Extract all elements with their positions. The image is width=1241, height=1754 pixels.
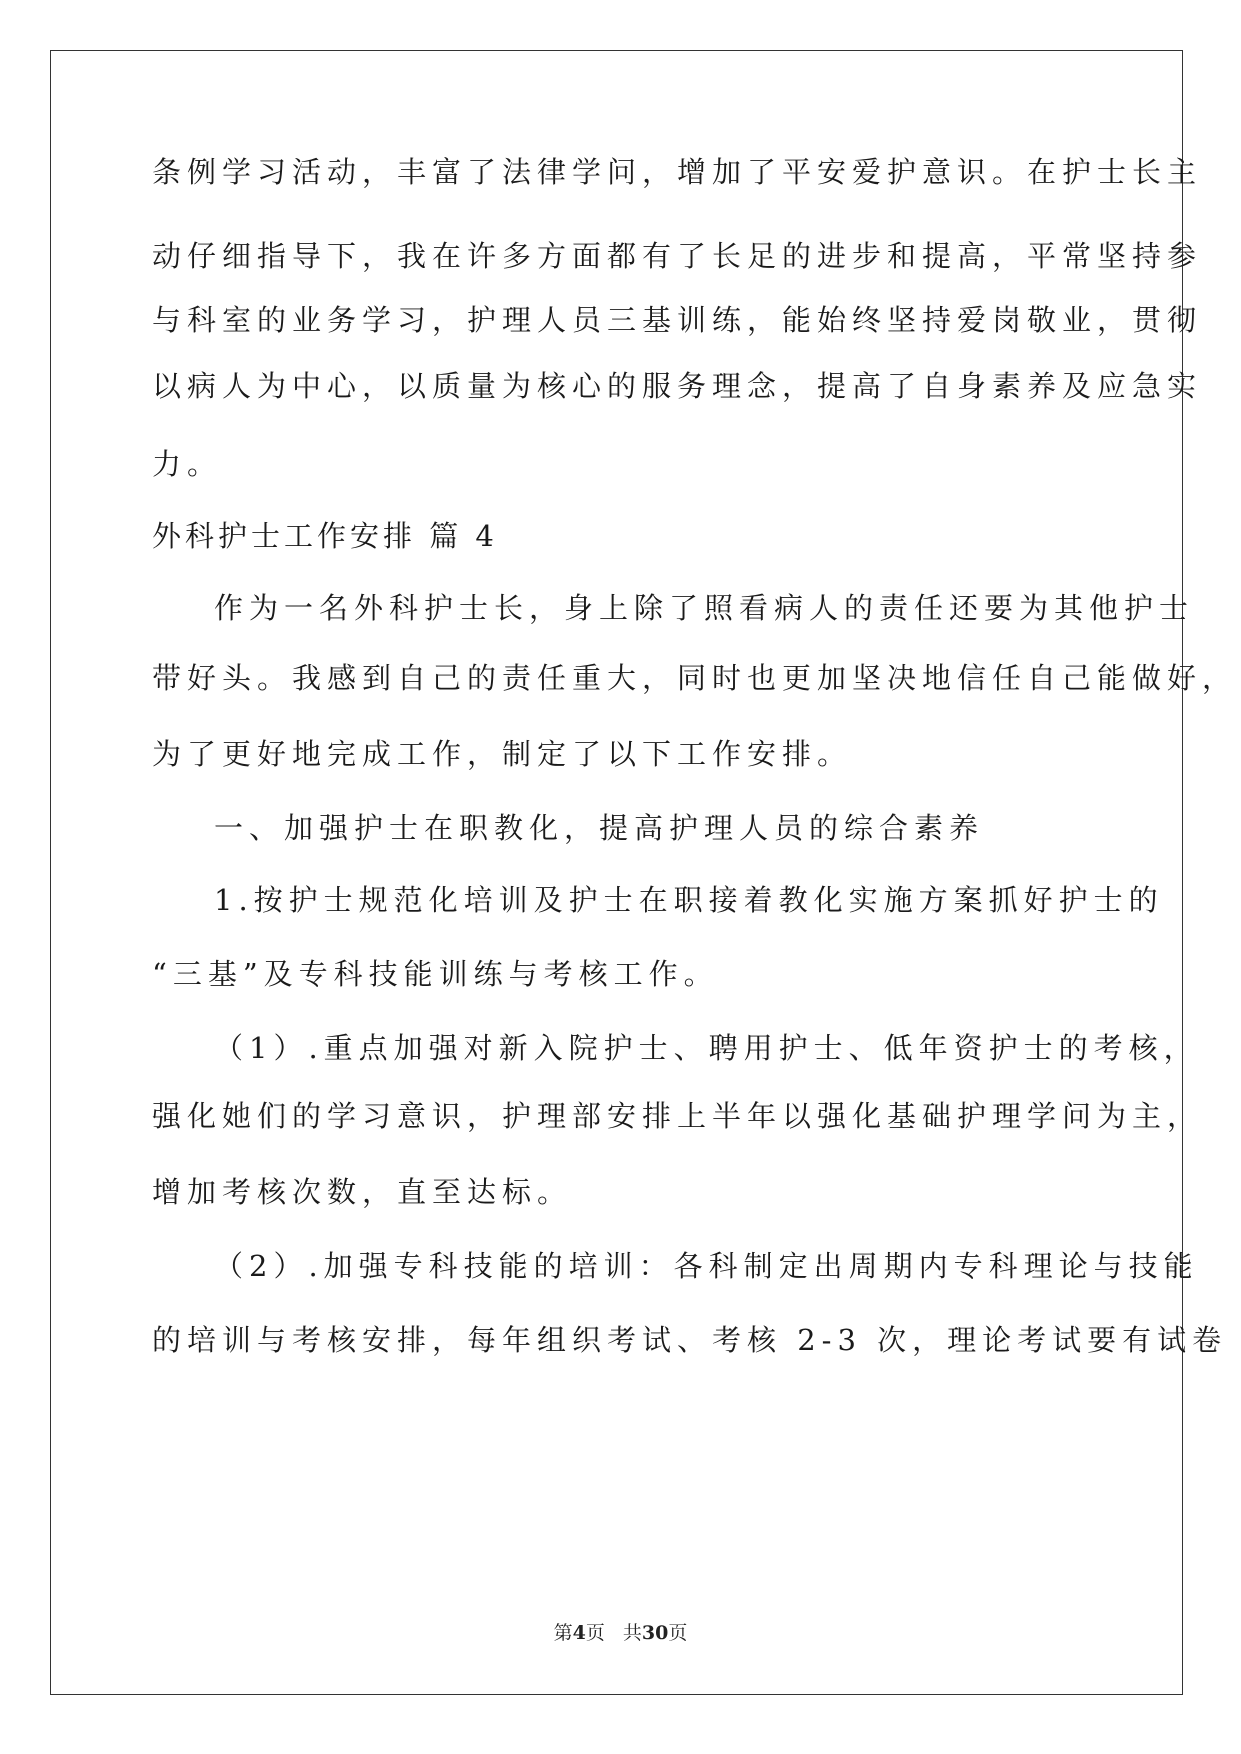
paragraph-line: 条例学习活动，丰富了法律学问，增加了平安爱护意识。在护士长主 <box>152 155 1203 189</box>
paragraph-line: （2）.加强专科技能的培训：各科制定出周期内专科理论与技能 <box>214 1249 1199 1283</box>
page-border <box>50 50 1183 1695</box>
footer-page-word: 页 <box>585 1622 605 1644</box>
paragraph-line: 动仔细指导下，我在许多方面都有了长足的进步和提高，平常坚持参 <box>152 239 1203 273</box>
paragraph-line: 一、加强护士在职教化，提高护理人员的综合素养 <box>214 811 985 845</box>
paragraph-line: “三基”及专科技能训练与考核工作。 <box>152 957 719 991</box>
paragraph-line: 为了更好地完成工作，制定了以下工作安排。 <box>152 737 853 771</box>
footer-prefix: 第 <box>553 1622 573 1644</box>
paragraph-line: 带好头。我感到自己的责任重大，同时也更加坚决地信任自己能做好， <box>152 661 1238 695</box>
footer-total-suffix: 页 <box>668 1622 688 1644</box>
footer-total-pages: 30 <box>641 1622 669 1644</box>
paragraph-line: 1.按护士规范化培训及护士在职接着教化实施方案抓好护士的 <box>214 883 1164 917</box>
page-footer <box>0 1621 1241 1645</box>
paragraph-line: （1）.重点加强对新入院护士、聘用护士、低年资护士的考核， <box>214 1031 1199 1065</box>
paragraph-line: 增加考核次数，直至达标。 <box>152 1175 573 1209</box>
paragraph-line: 的培训与考核安排，每年组织考试、考核 2-3 次，理论考试要有试卷 <box>152 1323 1228 1357</box>
paragraph-line: 与科室的业务学习，护理人员三基训练，能始终坚持爱岗敬业，贯彻 <box>152 303 1203 337</box>
section-heading: 外科护士工作安排 篇 4 <box>152 519 498 553</box>
paragraph-line: 力。 <box>152 447 223 481</box>
paragraph-line: 强化她们的学习意识，护理部安排上半年以强化基础护理学问为主， <box>152 1099 1203 1133</box>
footer-total-prefix: 共 <box>622 1622 642 1644</box>
paragraph-line: 以病人为中心，以质量为核心的服务理念，提高了自身素养及应急实 <box>152 369 1203 403</box>
paragraph-line: 作为一名外科护士长，身上除了照看病人的责任还要为其他护士 <box>214 591 1195 625</box>
footer-current-page: 4 <box>572 1622 586 1644</box>
